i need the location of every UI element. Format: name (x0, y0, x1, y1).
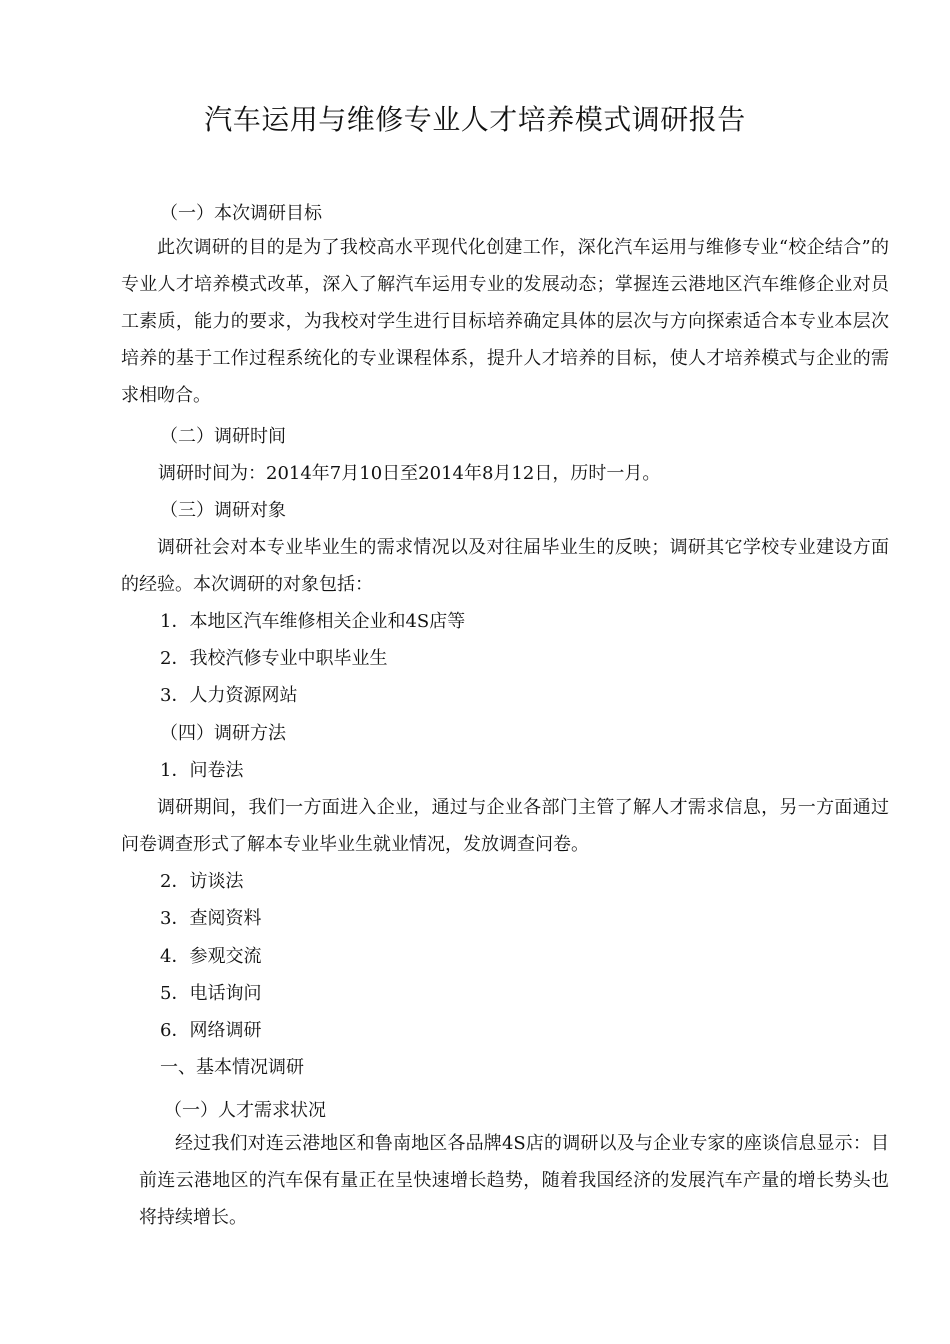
paragraph-demand: 经过我们对连云港地区和鲁南地区各品牌4S店的调研以及与企业专家的座谈信息显示：目前连云港地区的汽车保有量正在呈快速增长趋势，随着我国经济的发展汽车产量的增长势头也将持续增长。 (139, 1133, 889, 1228)
section-heading-target: （三）调研对象 (160, 500, 286, 521)
list-item: 2．访谈法 (160, 871, 244, 892)
paragraph-method: 调研期间，我们一方面进入企业，通过与企业各部门主管了解人才需求信息，另一方面通过问卷调查形式了解本专业毕业生就业情况，发放调查问卷。 (121, 797, 889, 855)
list-item: 2．我校汽修专业中职毕业生 (160, 648, 388, 669)
list-item: 5．电话询问 (160, 983, 262, 1004)
list-item: 1．本地区汽车维修相关企业和4S店等 (160, 611, 466, 632)
paragraph-goal: 此次调研的目的是为了我校高水平现代化创建工作，深化汽车运用与维修专业“校企结合”的专业人才培养模式改革，深入了解汽车运用专业的发展动态；掌握连云港地区汽车维修企业对员工素质，能力的要求，为我校对学生进行目标培养确定具体的层次与方向探索适合本专业本层次培养的基于工作过程系统化的专业课程体系，提升人才培养的目标，使人才培养模式与企业的需求相吻合。 (121, 237, 889, 406)
section-heading-time: （二）调研时间 (160, 426, 286, 447)
list-item: 1．问卷法 (160, 760, 244, 781)
section-heading-goal: （一）本次调研目标 (160, 203, 322, 224)
document-title: 汽车运用与维修专业人才培养模式调研报告 (204, 103, 746, 136)
list-item: 4．参观交流 (160, 946, 262, 967)
part-heading-basic: 一、基本情况调研 (160, 1057, 304, 1078)
section-heading-demand: （一）人才需求状况 (164, 1100, 326, 1121)
list-item: 3．人力资源网站 (160, 685, 298, 706)
paragraph-target: 调研社会对本专业毕业生的需求情况以及对往届毕业生的反映；调研其它学校专业建设方面的经验。本次调研的对象包括： (121, 537, 889, 595)
list-item: 6．网络调研 (160, 1020, 262, 1041)
list-item: 3．查阅资料 (160, 908, 262, 929)
section-heading-method: （四）调研方法 (160, 723, 286, 744)
paragraph-time: 调研时间为：2014年7月10日至2014年8月12日，历时一月。 (158, 463, 661, 484)
